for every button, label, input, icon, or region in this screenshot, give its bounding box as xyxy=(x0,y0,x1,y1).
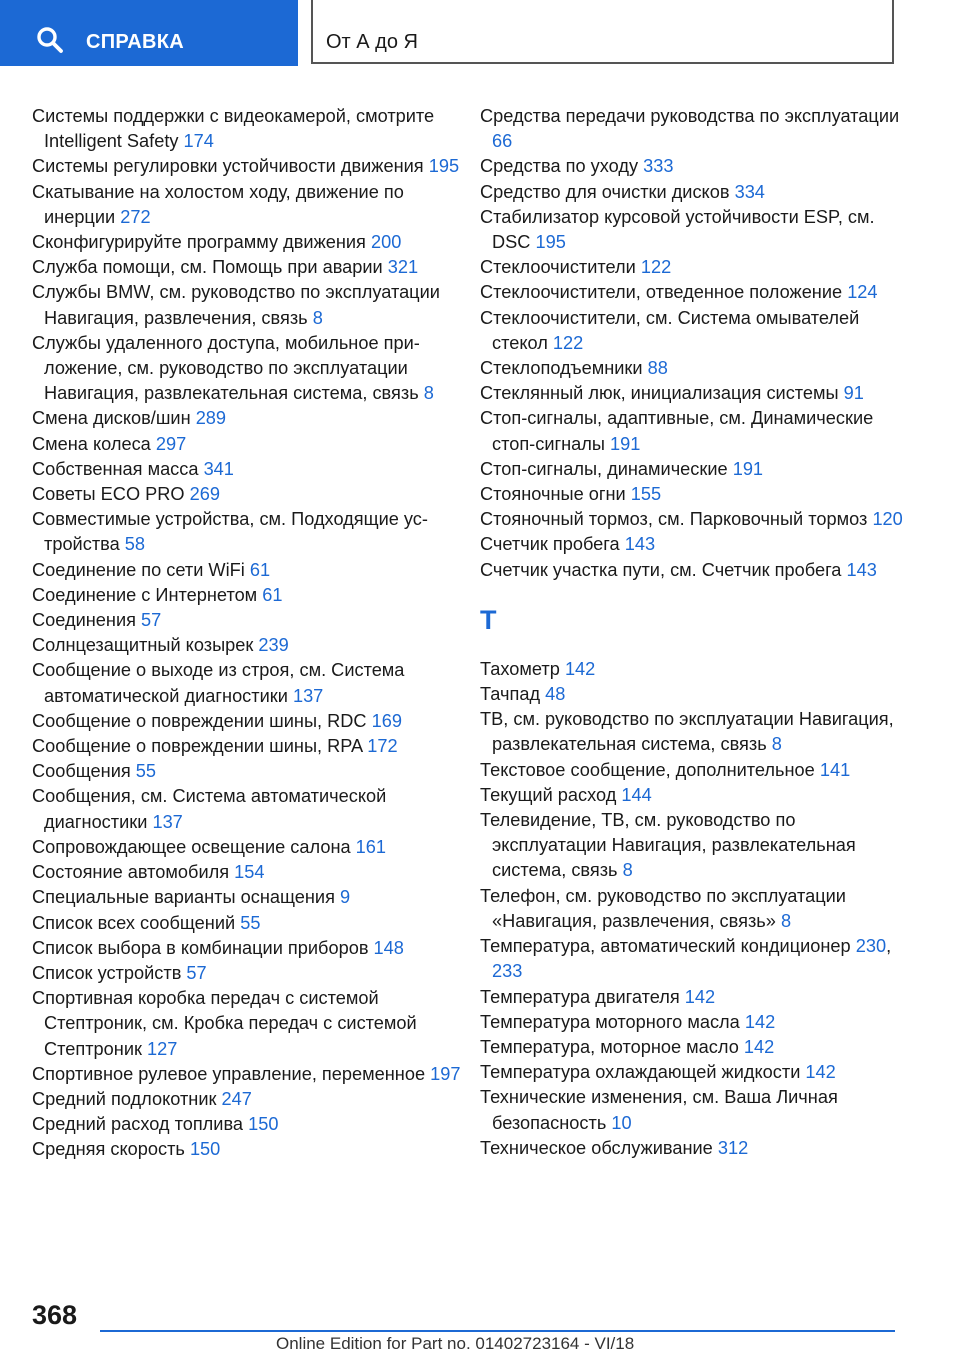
page-ref-link[interactable]: 155 xyxy=(630,484,662,505)
page-ref-link[interactable]: 195 xyxy=(535,232,566,253)
page-ref-link[interactable]: 122 xyxy=(552,332,584,353)
section-letter: Т xyxy=(480,604,497,635)
index-entry-text: Сконфигурируйте программу движения xyxy=(32,232,366,253)
index-entry xyxy=(32,432,462,457)
index-entry-text: Технические изменения, см. Ваша Личная безопасность xyxy=(480,1087,838,1133)
page-ref-link[interactable]: 8 xyxy=(622,860,633,881)
header-bar xyxy=(0,0,960,66)
index-entry-text: Текущий расход xyxy=(480,784,617,805)
index-entry-text: Солнцезащитный козырек xyxy=(32,635,254,656)
index-entry xyxy=(32,784,462,834)
index-entry xyxy=(32,255,462,280)
index-entry xyxy=(480,1136,910,1161)
page-ref-link[interactable]: 66 xyxy=(492,131,513,152)
index-entry-text: Соединения xyxy=(32,610,136,631)
index-entry xyxy=(32,986,462,1062)
page-ref-link[interactable]: 169 xyxy=(371,710,402,731)
page-ref-link[interactable]: 150 xyxy=(248,1114,279,1135)
index-entry-text: Системы регулировки устойчивости движения xyxy=(32,156,424,177)
page-ref-link[interactable]: 8 xyxy=(771,734,782,755)
page-ref-link[interactable]: 127 xyxy=(147,1038,178,1059)
index-entry-text: Служба помощи, см. Помощь при аварии xyxy=(32,257,383,278)
index-entry-text: Список устройств xyxy=(32,962,182,983)
footer-edition-text: Online Edition for Part no. 01402723164 - VI/18 xyxy=(276,1334,635,1353)
page-ref-link[interactable]: 124 xyxy=(847,282,878,303)
index-entry-text: Стояночные огни xyxy=(480,484,626,505)
page-ref-link[interactable]: 91 xyxy=(843,383,864,404)
index-entry-text: Телевидение, ТВ, см. руководство по эксплуатации Навигация, развлекательная система, связь xyxy=(480,810,856,881)
index-entry-text: Спортивная коробка передач с системой Стептроник, см. Кробка передач с системой Стептроник xyxy=(32,988,417,1059)
page-ref-link[interactable]: 297 xyxy=(155,433,187,454)
index-entry xyxy=(480,255,910,280)
page-ref-separator: , xyxy=(886,936,892,957)
index-entry xyxy=(32,230,462,255)
az-tab[interactable] xyxy=(311,0,894,64)
index-entry xyxy=(32,457,462,482)
page-ref-link[interactable]: 61 xyxy=(262,584,283,605)
page-ref-link[interactable]: 333 xyxy=(643,156,674,177)
page-ref-link[interactable]: 122 xyxy=(640,257,672,278)
page-ref-link[interactable]: 312 xyxy=(717,1137,749,1158)
page-ref-link[interactable]: 269 xyxy=(189,484,220,505)
index-entry-text: Температура охлаждающей жидкости xyxy=(480,1062,801,1083)
index-entry-text: Список выбора в комбинации приборов xyxy=(32,937,369,958)
help-tab[interactable] xyxy=(0,0,298,66)
page-ref-link[interactable]: 272 xyxy=(120,206,151,227)
page-ref-link[interactable]: 137 xyxy=(152,811,183,832)
index-entry xyxy=(480,482,910,507)
index-entry xyxy=(32,331,462,407)
index-entry xyxy=(32,860,462,885)
index-group-t xyxy=(480,657,910,1161)
index-entry-text: Состояние автомобиля xyxy=(32,862,230,883)
page-ref-link[interactable]: 10 xyxy=(611,1112,632,1133)
index-entry xyxy=(32,936,462,961)
index-entry-text: Температура, моторное масло xyxy=(480,1036,739,1057)
index-entry xyxy=(32,482,462,507)
index-entry-text: Сообщения, см. Система автоматической диагностики xyxy=(32,786,387,832)
index-entry-text: Счетчик пробега xyxy=(480,534,620,555)
page-ref-link[interactable]: 120 xyxy=(872,509,903,530)
page-ref-link[interactable]: 144 xyxy=(621,784,652,805)
index-entry xyxy=(480,104,910,154)
index-entry-text: Стеклоочистители xyxy=(480,257,636,278)
index-entry xyxy=(32,180,462,230)
index-entry-text: Средняя скорость xyxy=(32,1139,185,1160)
index-entry xyxy=(480,884,910,934)
page-ref-link[interactable]: 143 xyxy=(624,534,656,555)
index-entry-text: Температура двигателя xyxy=(480,986,680,1007)
index-entry xyxy=(32,911,462,936)
page-ref-link[interactable]: 154 xyxy=(234,862,265,883)
page-number: 368 xyxy=(32,1300,78,1330)
index-entry-text: Стеклоподъемники xyxy=(480,358,643,379)
index-entry-text: Средства по уходу xyxy=(480,156,639,177)
page-ref-link[interactable]: 289 xyxy=(195,408,227,429)
index-entry xyxy=(32,558,462,583)
index-group-s xyxy=(480,104,910,583)
index-entry xyxy=(32,104,462,154)
page-ref-link[interactable]: 191 xyxy=(732,458,764,479)
index-entry-text: Сообщение о повреждении шины, RDC xyxy=(32,710,367,731)
index-entry-text: Соединение с Интернетом xyxy=(32,584,258,605)
index-entry-text: Стеклянный люк, инициализация системы xyxy=(480,383,839,404)
index-entry-text: Советы ECO PRO xyxy=(32,484,185,505)
footer-rule xyxy=(100,1330,895,1332)
index-entry xyxy=(32,608,462,633)
index-entry xyxy=(32,734,462,759)
index-entry-text: Совместимые устройства, см. Подходящие устройства xyxy=(32,509,428,555)
index-entry xyxy=(480,657,910,682)
index-entry-text: Средства передачи руководства по эксплуатации xyxy=(480,106,900,126)
page-ref-link[interactable]: 161 xyxy=(355,836,387,857)
index-entry xyxy=(480,532,910,557)
help-tab-label: СПРАВКА xyxy=(86,31,185,53)
index-entry xyxy=(480,457,910,482)
index-entry-text: Список всех сообщений xyxy=(32,912,236,933)
index-entry-text: Тахометр xyxy=(480,658,560,679)
index-entry xyxy=(480,1085,910,1135)
index-entry xyxy=(32,835,462,860)
index-entry-text: Скатывание на холостом ходу, движение по инерции xyxy=(32,181,404,227)
index-entry-text: Спортивное рулевое управление, переменное xyxy=(32,1063,426,1084)
page-ref-link[interactable]: 197 xyxy=(430,1063,461,1084)
index-entry xyxy=(480,306,910,356)
index-entry xyxy=(480,783,910,808)
index-entry xyxy=(480,205,910,255)
page-ref-link[interactable]: 247 xyxy=(221,1088,252,1109)
index-entry xyxy=(32,1062,462,1087)
index-entry-text: Сообщения xyxy=(32,761,131,782)
index-entry xyxy=(32,759,462,784)
page-ref-link[interactable]: 88 xyxy=(647,358,668,379)
index-entry xyxy=(480,758,910,783)
page-ref-link[interactable]: 150 xyxy=(189,1139,221,1160)
page-ref-link[interactable]: 55 xyxy=(135,761,157,782)
index-entry-text: Температура, автоматический кондиционер xyxy=(480,936,851,957)
index-entry xyxy=(32,507,462,557)
page-ref-link[interactable]: 57 xyxy=(186,962,207,983)
index-entry xyxy=(32,633,462,658)
index-entry xyxy=(32,154,462,179)
index-entry xyxy=(32,1137,462,1162)
index-entry xyxy=(480,356,910,381)
index-entry xyxy=(480,507,910,532)
index-entry xyxy=(32,583,462,608)
index-entry-text: Службы BMW, см. руководство по эксплуатации Навигация, развлечения, связь xyxy=(32,282,440,328)
page-ref-link[interactable]: 61 xyxy=(249,559,271,580)
index-entry-text: Средний подлокотник xyxy=(32,1088,217,1109)
index-entry-text: Тачпад xyxy=(480,684,541,705)
index-entry-text: Стояночный тормоз, см. Парковочный тормоз xyxy=(480,509,868,530)
index-entry xyxy=(480,707,910,757)
page-ref-link[interactable]: 142 xyxy=(744,1011,776,1032)
index-entry xyxy=(480,1035,910,1060)
page-ref-link[interactable]: 9 xyxy=(339,887,351,908)
page-ref-link[interactable]: 137 xyxy=(292,685,324,706)
index-entry xyxy=(32,1087,462,1112)
index-column-right xyxy=(480,104,910,1161)
index-entry xyxy=(480,1060,910,1085)
index-entry-text: Техническое обслуживание xyxy=(480,1137,713,1158)
page-ref-link[interactable]: 142 xyxy=(684,986,716,1007)
page-ref-link[interactable]: 334 xyxy=(734,181,765,202)
index-entry xyxy=(480,154,910,179)
page-ref-link[interactable]: 142 xyxy=(564,658,596,679)
index-entry xyxy=(480,406,910,456)
page-ref-link[interactable]: 143 xyxy=(846,559,877,580)
index-entry xyxy=(480,985,910,1010)
page-ref-link[interactable]: 200 xyxy=(370,232,402,253)
index-entry-text: Средство для очистки дисков xyxy=(480,181,730,202)
index-entry-text: Счетчик участка пути, см. Счетчик пробега xyxy=(480,559,842,580)
index-entry xyxy=(32,406,462,431)
index-entry-text: Телефон, см. руководство по эксплуатации «Навигация, развлечения, связь» xyxy=(480,885,846,931)
page-ref-link[interactable]: 8 xyxy=(780,910,792,931)
index-entry-text: Текстовое сообщение, дополнительное xyxy=(480,759,815,780)
index-entry xyxy=(480,280,910,305)
page-ref-link[interactable]: 174 xyxy=(183,131,214,152)
index-entry xyxy=(480,808,910,884)
index-entry xyxy=(480,180,910,205)
page-ref-link[interactable]: 172 xyxy=(367,736,398,757)
page-ref-link[interactable]: 48 xyxy=(545,684,566,705)
page-ref-link[interactable]: 191 xyxy=(610,433,641,454)
index-entry-text: ТВ, см. руководство по эксплуатации Навигация, развлекательная система, связь xyxy=(480,709,894,755)
index-entry xyxy=(480,381,910,406)
index-entry-text: Службы удаленного доступа, мобильное приложение, см. руководство по эксплуатации Навигация, развлекательная система, связь xyxy=(32,332,420,404)
index-entry xyxy=(32,961,462,986)
page-ref-link[interactable]: 55 xyxy=(240,912,261,933)
page-ref-link[interactable]: 148 xyxy=(373,937,404,958)
index-entry-text: Собственная масса xyxy=(32,458,199,479)
index-entry-text: Стеклоочистители, см. Система омывателей стекол xyxy=(480,307,860,353)
index-entry xyxy=(32,280,462,330)
page-ref-link[interactable]: 57 xyxy=(141,610,162,631)
index-entry-text: Смена дисков/шин xyxy=(32,408,191,429)
index-entry xyxy=(480,558,910,583)
page-ref-link[interactable]: 8 xyxy=(312,307,323,328)
az-tab-label: От А до Я xyxy=(326,31,418,53)
index-entry xyxy=(480,934,910,984)
index-entry-text: Сопровождающее освещение салона xyxy=(32,836,351,857)
index-entry xyxy=(480,682,910,707)
index-column-left xyxy=(32,104,462,1163)
index-entry-text: Смена колеса xyxy=(32,433,151,454)
index-entry-text: Системы поддержки с видеокамерой, смотрите Intelligent Safety xyxy=(32,106,435,152)
page-ref-link[interactable]: 233 xyxy=(492,961,523,982)
index-entry-text: Температура моторного масла xyxy=(480,1011,740,1032)
page-ref-link[interactable]: 8 xyxy=(423,383,434,404)
page-ref-link[interactable]: 142 xyxy=(805,1062,836,1083)
index-entry-text: Стоп-сигналы, динамические xyxy=(480,458,728,479)
index-entry-text: Средний расход топлива xyxy=(32,1114,244,1135)
index-entry-text: Сообщение о повреждении шины, RPA xyxy=(32,736,363,757)
index-entry xyxy=(480,1010,910,1035)
page-ref-link[interactable]: 341 xyxy=(203,458,234,479)
index-entry xyxy=(32,709,462,734)
index-entry-text: Сообщение о выходе из строя, см. Система автоматической диагностики xyxy=(32,660,405,706)
index-entry xyxy=(32,885,462,910)
page-ref-link[interactable]: 141 xyxy=(819,759,851,780)
page-ref-link[interactable]: 239 xyxy=(258,635,289,656)
search-icon xyxy=(36,26,64,54)
page-ref-link[interactable]: 230 xyxy=(855,936,887,957)
page-ref-link[interactable]: 195 xyxy=(428,156,460,177)
page-ref-link[interactable]: 142 xyxy=(743,1036,775,1057)
index-entry-text: Специальные варианты оснащения xyxy=(32,887,335,908)
page-ref-link[interactable]: 58 xyxy=(124,534,146,555)
index-entry-text: Стоп-сигналы, адаптивные, см. Динамические стоп-сигналы xyxy=(480,408,874,454)
page-ref-link[interactable]: 321 xyxy=(387,257,419,278)
index-entry-text: Стабилизатор курсовой устойчивости ESP, см. DSC xyxy=(480,206,875,253)
index-entry xyxy=(32,1112,462,1137)
index-entry xyxy=(32,658,462,708)
index-entry-text: Стеклоочистители, отведенное положение xyxy=(480,282,843,303)
index-entry-text: Соединение по сети WiFi xyxy=(32,559,245,580)
